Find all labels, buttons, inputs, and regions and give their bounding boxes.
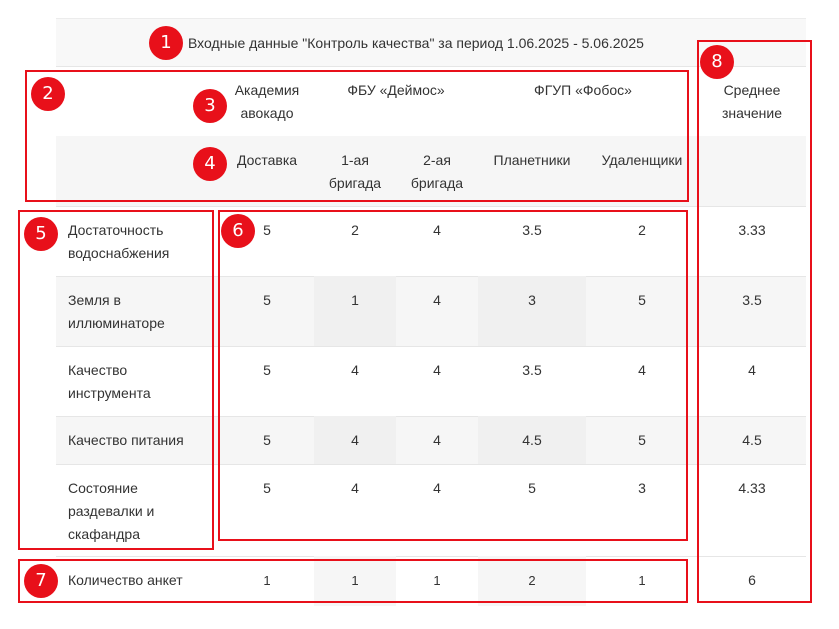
avg-value: 4.33: [738, 480, 766, 496]
row-label: Качество питания: [68, 432, 184, 448]
annotation-box-2: [25, 70, 689, 202]
count-value: 1: [263, 573, 271, 588]
cell-value: 5: [263, 432, 271, 448]
badge-4: 4: [193, 147, 227, 181]
cell-value: 5: [263, 362, 271, 378]
count-value: 1: [433, 573, 441, 588]
annotation-box-8: [697, 40, 812, 603]
cell-value: 4: [351, 480, 359, 496]
annotation-box-5: [18, 210, 214, 550]
cell-value: 5: [263, 222, 271, 238]
badge-3: 3: [193, 89, 227, 123]
cell-value: 5: [638, 432, 646, 448]
cell-value: 3.5: [522, 362, 542, 378]
row-label: Достаточность водоснабжения: [68, 222, 170, 261]
row-label: Качество инструмента: [68, 362, 151, 401]
count-value: 1: [351, 573, 359, 588]
avg-value: 4: [748, 362, 756, 378]
cell-value: 4.5: [522, 432, 542, 448]
count-value: 1: [638, 573, 646, 588]
unit-header: 2-ая бригада: [410, 152, 464, 191]
cell-value: 4: [638, 362, 646, 378]
avg-value: 4.5: [742, 432, 762, 448]
avg-value: 3.33: [738, 222, 766, 238]
annotation-box-6: [218, 210, 688, 541]
cell-value: 4: [351, 362, 359, 378]
org-akademia: Академия авокадо: [234, 82, 300, 121]
count-value: 2: [528, 573, 536, 588]
cell-value: 4: [433, 432, 441, 448]
unit-header: Планетники: [493, 152, 571, 168]
org-deimos: ФБУ «Деймос»: [347, 82, 445, 98]
badge-1: 1: [149, 26, 183, 60]
cell-value: 2: [638, 222, 646, 238]
average-header: Среднее значение: [721, 82, 783, 121]
cell-value: 4: [433, 362, 441, 378]
cell-value: 1: [351, 292, 359, 308]
cell-value: 2: [351, 222, 359, 238]
badge-2: 2: [31, 77, 65, 111]
cell-value: 5: [263, 292, 271, 308]
unit-header: Удаленщики: [601, 152, 683, 168]
cell-value: 4: [433, 222, 441, 238]
cell-value: 3: [528, 292, 536, 308]
cell-value: 5: [263, 480, 271, 496]
cell-value: 5: [528, 480, 536, 496]
badge-5: 5: [24, 217, 58, 251]
table-title: Входные данные "Контроль качества" за период 1.06.2025 - 5.06.2025: [188, 35, 644, 51]
badge-8: 8: [700, 45, 734, 79]
cell-value: 3.5: [522, 222, 542, 238]
cell-value: 4: [351, 432, 359, 448]
count-total: 6: [748, 572, 756, 588]
cell-value: 4: [433, 480, 441, 496]
row-label: Состояние раздевалки и скафандра: [68, 480, 155, 542]
org-fobos: ФГУП «Фобос»: [534, 82, 632, 98]
unit-header: Доставка: [236, 152, 298, 168]
avg-value: 3.5: [742, 292, 762, 308]
cell-value: 3: [638, 480, 646, 496]
cell-value: 5: [638, 292, 646, 308]
badge-7: 7: [24, 564, 58, 598]
badge-6: 6: [221, 214, 255, 248]
unit-header: 1-ая бригада: [328, 152, 382, 191]
cell-value: 4: [433, 292, 441, 308]
row-label: Земля в иллюминаторе: [68, 292, 165, 331]
count-label: Количество анкет: [68, 572, 183, 588]
annotation-box-7: [18, 559, 688, 603]
